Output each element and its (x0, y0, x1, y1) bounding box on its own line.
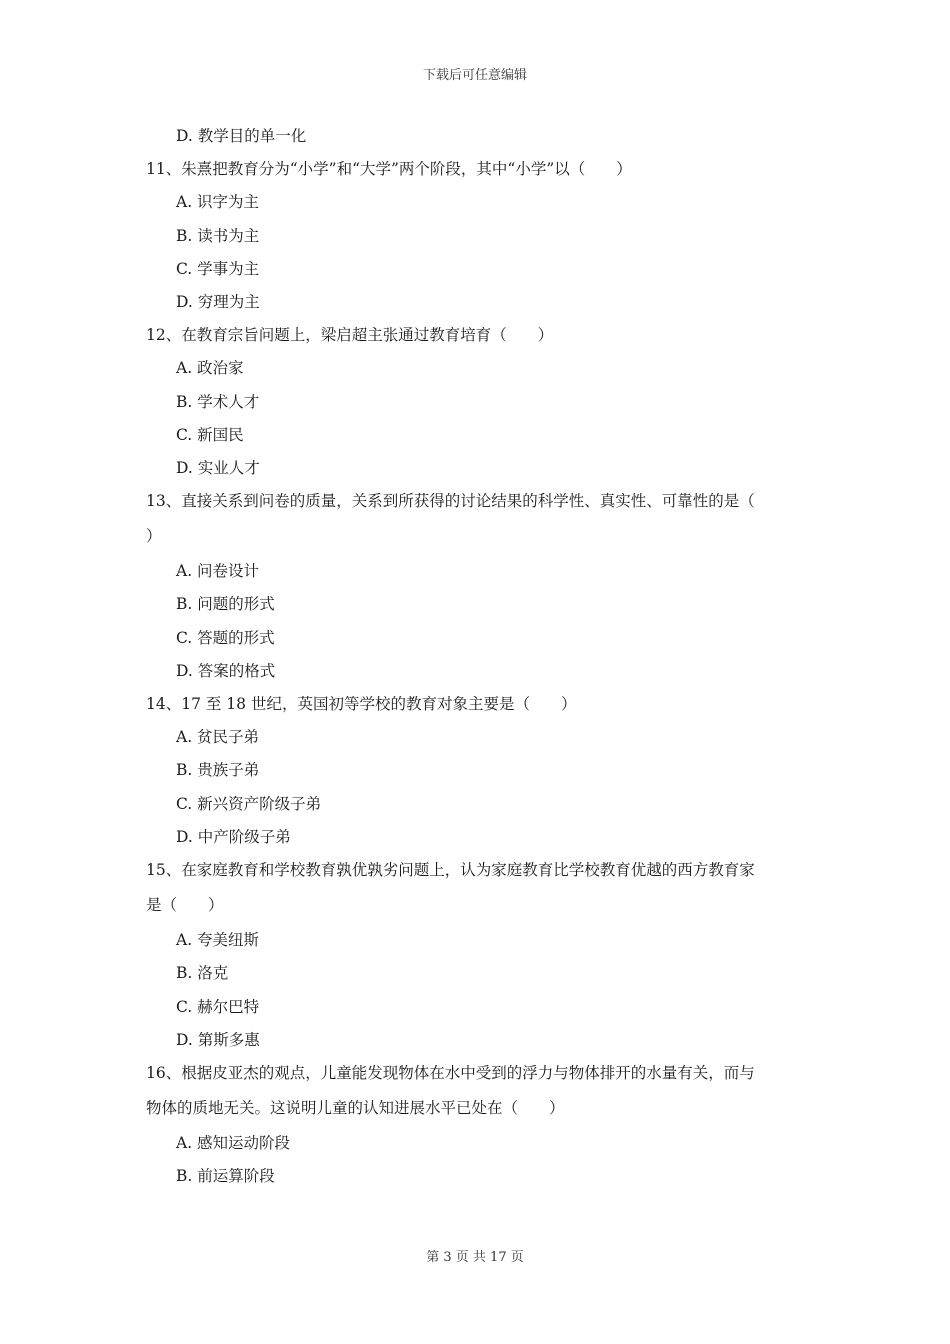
page-footer: 第 3 页 共 17 页 (426, 1250, 524, 1265)
question-15-option-a: A. 夸美纽斯 (176, 931, 260, 950)
question-14-option-b: B. 贵族子弟 (176, 761, 260, 780)
question-11-option-c: C. 学事为主 (176, 259, 260, 278)
question-11-option-b: B. 读书为主 (176, 226, 260, 245)
question-16-option-a: A. 感知运动阶段 (176, 1134, 291, 1153)
question-15-option-d: D. 第斯多惠 (176, 1030, 260, 1049)
question-16-stem-line2: 物体的质地无关。这说明儿童的认知进展水平已处在（ ） (146, 1099, 565, 1118)
question-13-stem-line1: 13、直接关系到问卷的质量，关系到所获得的讨论结果的科学性、真实性、可靠性的是（ (146, 492, 755, 511)
question-13-stem-line2: ） (146, 527, 162, 546)
question-14-option-c: C. 新兴资产阶级子弟 (176, 794, 322, 813)
question-15-option-c: C. 赫尔巴特 (176, 997, 260, 1016)
question-12-option-c: C. 新国民 (176, 425, 244, 444)
question-12-option-b: B. 学术人才 (176, 392, 260, 411)
question-12-stem: 12、在教育宗旨问题上，梁启超主张通过教育培育（ ） (146, 326, 554, 345)
question-13-option-a: A. 问卷设计 (176, 562, 260, 581)
question-12-option-a: A. 政治家 (176, 359, 244, 378)
question-15-stem-line2: 是（ ） (146, 896, 224, 915)
question-14-stem: 14、17 至 18 世纪，英国初等学校的教育对象主要是（ ） (146, 695, 577, 713)
option-d-q10: D. 教学目的单一化 (176, 127, 307, 145)
question-16-option-b: B. 前运算阶段 (176, 1167, 275, 1186)
question-13-option-c: C. 答题的形式 (176, 628, 275, 647)
page-header: 下载后可任意编辑 (422, 68, 527, 83)
question-14-option-a: A. 贫民子弟 (176, 728, 260, 747)
question-13-option-d: D. 答案的格式 (176, 661, 276, 680)
question-14-option-d: D. 中产阶级子弟 (176, 827, 291, 846)
question-15-option-b: B. 洛克 (176, 964, 229, 983)
document-body (146, 120, 806, 1193)
question-11-option-a: A. 识字为主 (176, 193, 260, 212)
question-11-option-d: D. 穷理为主 (176, 292, 260, 311)
question-13-option-b: B. 问题的形式 (176, 595, 275, 614)
question-16-stem-line1: 16、根据皮亚杰的观点，儿童能发现物体在水中受到的浮力与物体排开的水量有关，而与 (146, 1063, 755, 1082)
question-12-option-d: D. 实业人才 (176, 458, 260, 477)
question-11-stem: 11、朱熹把教育分为“小学”和“大学”两个阶段，其中“小学”以（ ） (146, 160, 632, 179)
question-15-stem-line1: 15、在家庭教育和学校教育孰优孰劣问题上，认为家庭教育比学校教育优越的西方教育家 (146, 860, 755, 879)
